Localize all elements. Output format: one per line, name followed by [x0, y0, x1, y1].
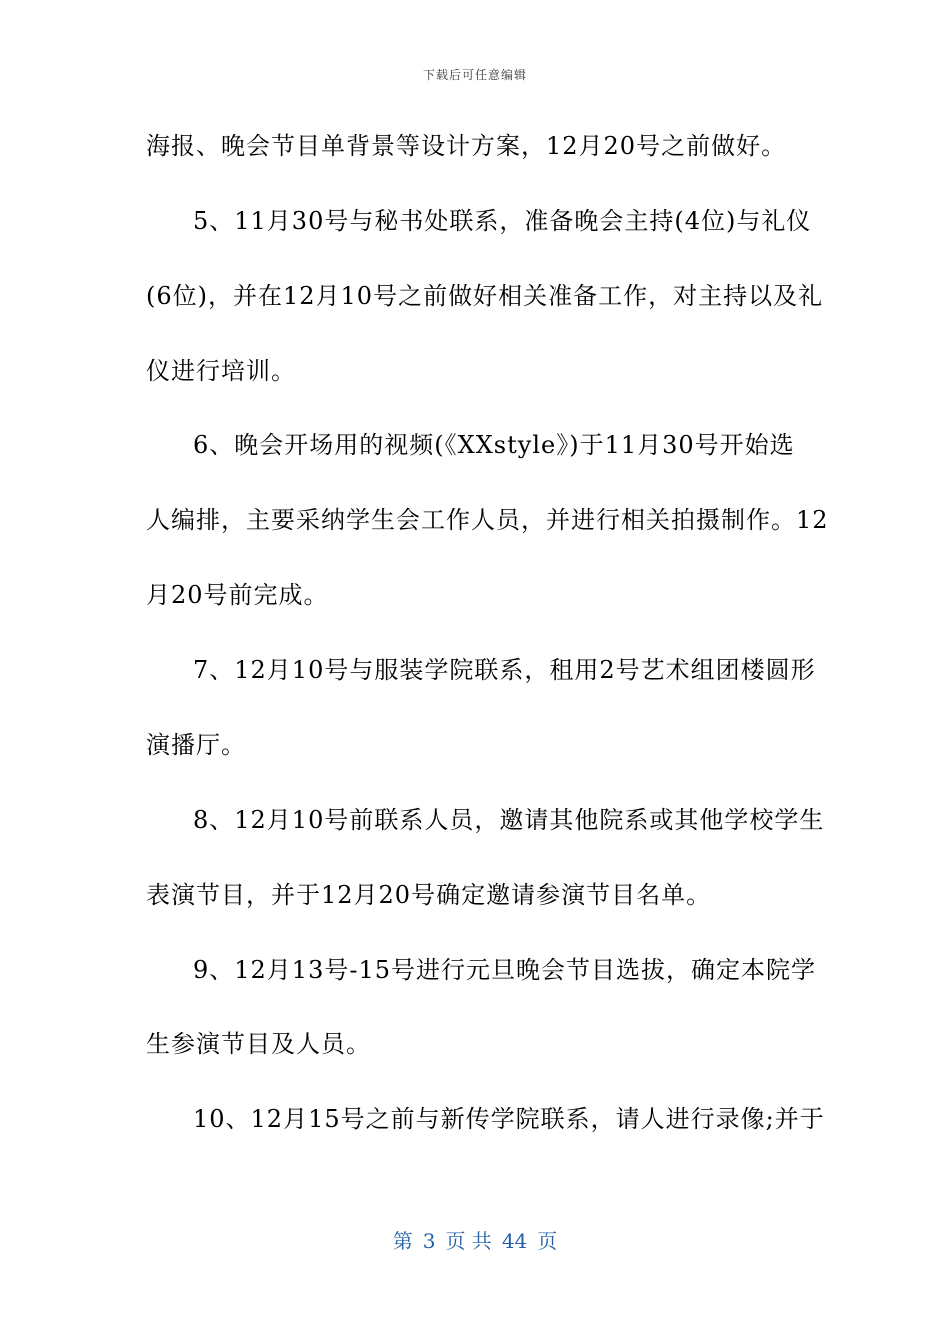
body-line: 5、11月30号与秘书处联系，准备晚会主持(4位)与礼仪 [193, 207, 812, 235]
body-line: 仪进行培训。 [146, 357, 296, 385]
body-line: 6、晚会开场用的视频(《XXstyle》)于11月30号开始选 [193, 431, 795, 459]
body-line: 9、12月13号-15号进行元旦晚会节目选拔，确定本院学 [193, 956, 816, 984]
body-line: 8、12月10号前联系人员，邀请其他院系或其他学校学生 [193, 806, 825, 834]
footer-suffix: 页 [537, 1229, 558, 1253]
body-line: 生参演节目及人员。 [146, 1030, 371, 1058]
page-header: 下载后可任意编辑 [422, 68, 527, 82]
body-line: 表演节目，并于12月20号确定邀请参演节目名单。 [146, 881, 712, 909]
body-line: 演播厅。 [146, 731, 246, 759]
body-line: (6位)，并在12月10号之前做好相关准备工作，对主持以及礼 [146, 282, 824, 310]
footer-middle: 页 共 [445, 1229, 492, 1253]
page-footer [0, 1225, 950, 1254]
body-line: 人编排，主要采纳学生会工作人员，并进行相关拍摄制作。12 [146, 506, 829, 534]
total-page-count: 44 [501, 1229, 528, 1253]
body-line: 10、12月15号之前与新传学院联系，请人进行录像;并于 [193, 1105, 825, 1133]
footer-prefix: 第 [392, 1229, 413, 1253]
body-line: 月20号前完成。 [146, 581, 329, 609]
body-line: 海报、晚会节目单背景等设计方案，12月20号之前做好。 [146, 132, 787, 160]
current-page-number: 3 [422, 1229, 436, 1253]
body-line: 7、12月10号与服装学院联系，租用2号艺术组团楼圆形 [193, 656, 816, 684]
